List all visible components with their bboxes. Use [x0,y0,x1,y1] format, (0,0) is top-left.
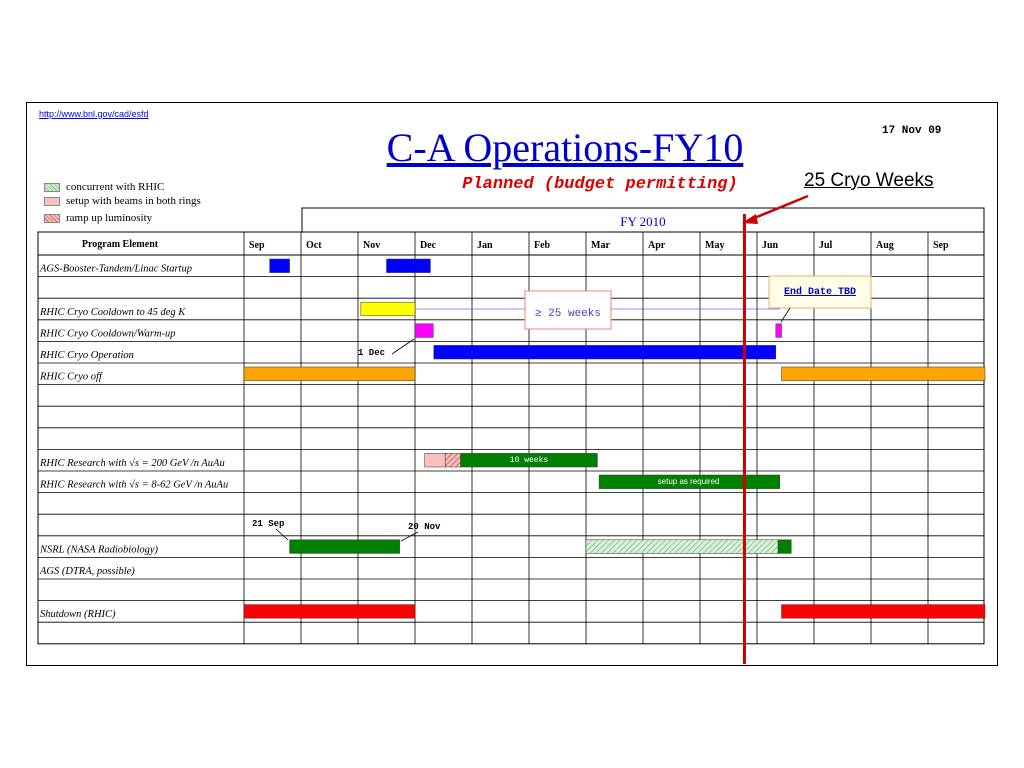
row-label: RHIC Cryo Cooldown to 45 deg K [40,306,186,318]
gantt-bar [425,453,446,467]
row-label: RHIC Research with √s = 8-62 GeV /n AuAu [40,479,229,491]
end-date-label: End Date TBD [783,287,857,298]
month-label: Aug [876,240,894,251]
gantt-bar [586,540,778,554]
legend-label: concurrent with RHIC [66,181,165,193]
month-label: Sep [249,240,265,251]
gantt-bar [778,540,791,554]
gantt-bar [244,367,415,381]
month-label: Oct [306,240,322,251]
month-label: Dec [420,240,437,251]
gantt-bar [290,540,400,554]
date-label: 17 Nov 09 [882,125,942,137]
gantt-bar [782,605,985,619]
month-label: Sep [933,240,949,251]
row-label: AGS-Booster-Tandem/Linac Startup [40,263,192,275]
date-callout: 21 Sep [252,519,285,529]
row-label: RHIC Cryo off [40,371,102,383]
gantt-bar [270,259,290,273]
gantt-bar [387,259,431,273]
page-title: C-A Operations-FY10 [386,125,744,170]
gantt-bar [434,345,776,359]
legend-label: setup with beams in both rings [66,195,201,207]
bar-label: setup as required [657,476,720,486]
month-label: Mar [591,240,610,251]
gantt-bar [415,324,433,338]
row-label: RHIC Cryo Cooldown/Warm-up [40,328,176,340]
month-label: Apr [648,240,666,251]
month-label: May [705,240,725,251]
month-label: Jul [819,240,833,251]
page-subtitle: Planned (budget permitting) [462,175,738,194]
legend-label: ramp up luminosity [66,212,153,224]
row-label: NSRL (NASA Radiobiology) [40,544,159,556]
duration-label: ≥ 25 weeks [534,308,602,320]
gantt-bar [782,367,985,381]
row-label: AGS (DTRA, possible) [40,566,135,577]
row-label: RHIC Cryo Operation [40,350,134,361]
gantt-bar [361,302,415,316]
source-link[interactable]: http://www.bnl.gov/cad/esfd [39,109,149,119]
month-label: Feb [534,240,551,251]
month-label: Jun [762,240,779,251]
row-label: Shutdown (RHIC) [40,609,116,621]
month-label: Jan [477,240,493,251]
date-callout-pointer [401,532,418,541]
gantt-bar [244,605,415,619]
date-callout: 20 Nov [408,522,441,532]
date-callout: 1 Dec [358,348,386,358]
bar-label: 10 weeks [509,456,549,466]
gantt-bar [776,324,782,338]
gantt-bar [445,453,460,467]
date-callout-pointer [276,529,288,540]
fy-label: FY 2010 [620,214,666,229]
row-label: RHIC Research with √s = 200 GeV /n AuAu [40,458,225,469]
cryo-weeks-callout: 25 Cryo Weeks [804,170,934,191]
program-element-header: Program Element [81,239,159,250]
month-label: Nov [363,240,381,251]
